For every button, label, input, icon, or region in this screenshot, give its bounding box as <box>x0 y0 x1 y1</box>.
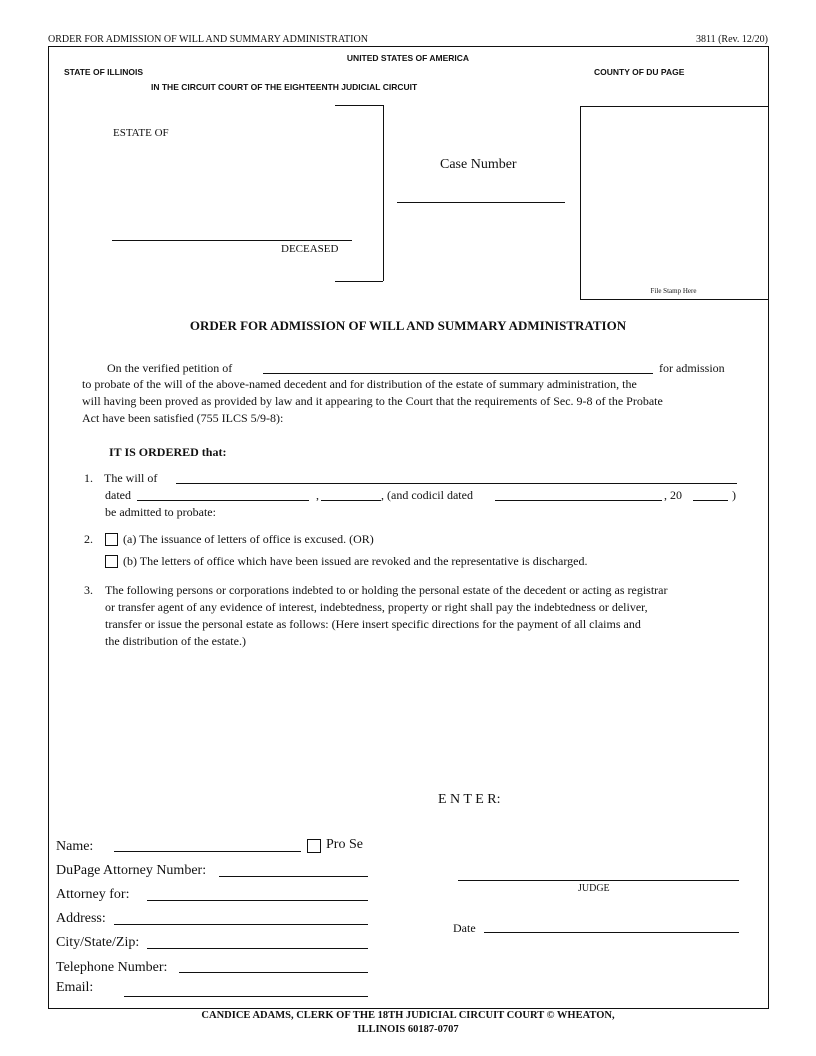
form-header-title: ORDER FOR ADMISSION OF WILL AND SUMMARY ADMINISTRATION <box>48 34 368 45</box>
intro-line3: will having been proved as provided by law and it appearing to the Court that the requirements of Sec. 9-8 of the Probate <box>82 394 663 408</box>
distribution-directions-input[interactable] <box>105 655 729 779</box>
intro-line2: to probate of the will of the above-named decedent and for distribution of the estate of summary administration, the <box>82 377 637 391</box>
item3-line: or transfer agent of any evidence of interest, indebtedness, property or right shall pay the indebtedness or deliver, <box>105 600 648 614</box>
dupage-number-label: DuPage Attorney Number: <box>56 863 207 878</box>
date-label: Date <box>453 921 476 935</box>
petitioner-input[interactable] <box>263 359 653 374</box>
item2-number: 2. <box>84 532 93 546</box>
letters-revoked-checkbox[interactable] <box>105 555 118 568</box>
dupage-number-input[interactable] <box>219 862 368 877</box>
pro-se-checkbox[interactable] <box>307 839 321 853</box>
bracket-side <box>383 105 384 281</box>
decedent-name-input[interactable] <box>112 226 352 241</box>
estate-of-label: ESTATE OF <box>113 127 169 139</box>
city-input[interactable] <box>147 934 368 949</box>
admitted-label: be admitted to probate: <box>105 505 216 519</box>
email-input[interactable] <box>124 982 368 997</box>
close-paren: ) <box>732 488 736 502</box>
email-label: Email: <box>56 980 94 995</box>
circuit-label: IN THE CIRCUIT COURT OF THE EIGHTEENTH JUDICIAL CIRCUIT <box>151 82 418 92</box>
bracket-bottom <box>335 281 383 282</box>
name-input[interactable] <box>114 837 301 852</box>
attorney-for-input[interactable] <box>147 886 368 901</box>
will-of-input[interactable] <box>176 469 737 484</box>
file-stamp-label: File Stamp Here <box>650 287 697 295</box>
codicil-year-input[interactable] <box>693 486 728 501</box>
phone-label: Telephone Number: <box>56 960 168 975</box>
bracket-top <box>335 105 383 106</box>
attorney-for-label: Attorney for: <box>56 887 130 902</box>
state-label: STATE OF ILLINOIS <box>64 67 144 77</box>
intro-lead: On the verified petition of <box>107 361 233 375</box>
county-label: COUNTY OF DU PAGE <box>594 67 685 77</box>
comma: , <box>316 488 319 502</box>
will-of-label: The will of <box>104 471 158 485</box>
city-label: City/State/Zip: <box>56 935 140 950</box>
footer-line1: CANDICE ADAMS, CLERK OF THE 18TH JUDICIAL CIRCUIT COURT © WHEATON, <box>201 1010 615 1021</box>
twenty-label: , 20 <box>664 488 682 502</box>
name-label: Name: <box>56 839 94 854</box>
judge-date-input[interactable] <box>484 918 739 933</box>
will-year-input[interactable] <box>321 486 381 501</box>
footer-line2: ILLINOIS 60187-0707 <box>357 1024 459 1035</box>
pro-se-label: Pro Se <box>326 837 363 852</box>
case-number-label: Case Number <box>440 157 517 172</box>
country-label: UNITED STATES OF AMERICA <box>346 53 470 63</box>
address-label: Address: <box>56 911 106 926</box>
item3-line: transfer or issue the personal estate as follows: (Here insert specific directions for the payment of all claims and <box>105 617 641 631</box>
deceased-label: DECEASED <box>281 243 339 255</box>
phone-input[interactable] <box>179 958 368 973</box>
it-is-ordered: IT IS ORDERED that: <box>109 445 227 459</box>
enter-label: E N T E R: <box>438 792 501 807</box>
item3-line: The following persons or corporations indebted to or holding the personal estate of the decedent or acting as registrar <box>105 583 668 597</box>
intro-tail: for admission <box>659 361 725 375</box>
item3-line: the distribution of the estate.) <box>105 634 246 648</box>
file-stamp-box <box>580 106 769 300</box>
page-title: ORDER FOR ADMISSION OF WILL AND SUMMARY ADMINISTRATION <box>189 318 627 333</box>
option-b-label: (b) The letters of office which have been issued are revoked and the representative is discharged. <box>123 554 588 568</box>
intro-line4: Act have been satisfied (755 ILCS 5/9-8): <box>82 411 284 425</box>
dated-label: dated <box>105 488 131 502</box>
judge-signature-line <box>458 880 739 881</box>
will-date-input[interactable] <box>137 486 309 501</box>
address-input[interactable] <box>114 910 368 925</box>
case-number-input[interactable] <box>397 188 565 203</box>
codicil-label: , (and codicil dated <box>381 488 473 502</box>
judge-label: JUDGE <box>578 883 610 894</box>
letters-excused-checkbox[interactable] <box>105 533 118 546</box>
item1-number: 1. <box>84 471 93 485</box>
item3-number: 3. <box>84 583 93 597</box>
codicil-date-input[interactable] <box>495 486 662 501</box>
form-number: 3811 (Rev. 12/20) <box>695 34 768 45</box>
option-a-label: (a) The issuance of letters of office is excused. (OR) <box>123 532 374 546</box>
